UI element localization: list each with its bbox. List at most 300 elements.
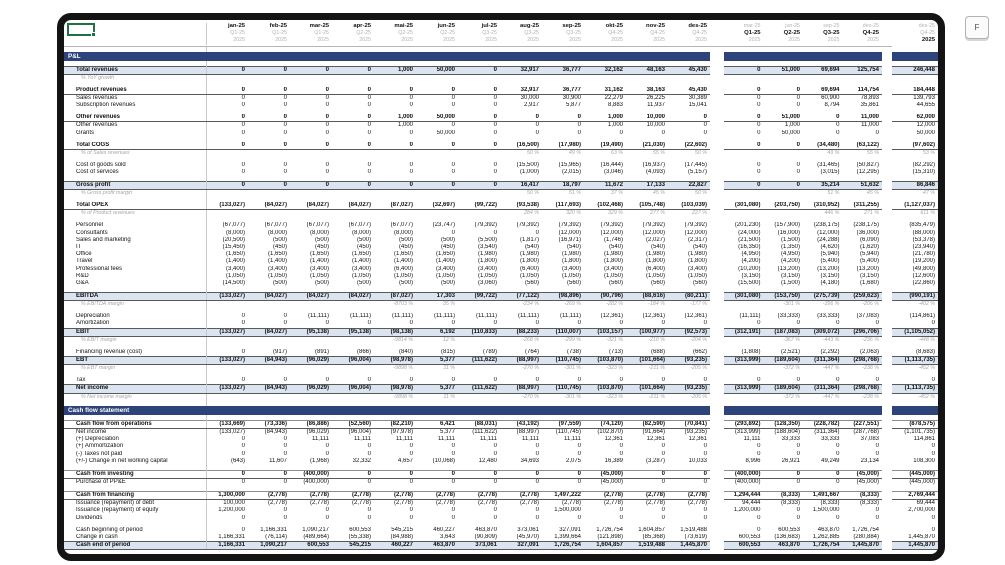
cell[interactable]: (2,778) — [458, 491, 500, 499]
cell[interactable]: 11,000 — [861, 122, 879, 129]
cell[interactable]: 45,430 — [668, 66, 710, 74]
cell[interactable]: (93,538) — [500, 202, 542, 210]
cell[interactable] — [584, 74, 626, 82]
cell[interactable]: (79,392) — [474, 222, 497, 229]
cell[interactable]: 10,000 — [646, 122, 665, 129]
cell[interactable]: 0 — [724, 87, 764, 95]
cell[interactable]: (5,940) — [820, 251, 840, 258]
cell[interactable]: 0 — [535, 450, 539, 457]
cell[interactable]: 0 — [724, 114, 764, 122]
cell[interactable]: (540) — [692, 244, 707, 251]
cell[interactable]: 0 — [451, 122, 455, 129]
cell[interactable]: 227 % — [691, 210, 707, 217]
cell[interactable]: (16,500) — [500, 142, 542, 150]
row-label[interactable]: % Net income margin — [64, 393, 206, 401]
cell[interactable]: (3,400) — [309, 265, 329, 272]
cell[interactable]: 60,900 — [821, 95, 840, 102]
cell[interactable]: (84,027) — [290, 293, 332, 301]
cell[interactable] — [206, 74, 248, 82]
cell[interactable]: (33,333) — [777, 313, 800, 320]
cell[interactable] — [206, 393, 248, 401]
cell[interactable]: 0 — [757, 95, 761, 102]
cell[interactable]: 0 — [367, 122, 371, 129]
cell[interactable]: 0 — [875, 129, 879, 136]
cell[interactable]: 22,827 — [668, 182, 710, 190]
cell[interactable]: 0 — [619, 507, 623, 514]
cell[interactable]: (11,111) — [517, 313, 539, 320]
cell[interactable]: (2,778) — [309, 500, 329, 507]
cell[interactable]: 0 — [668, 114, 710, 122]
cell[interactable]: 26,225 — [646, 95, 665, 102]
cell[interactable]: (2,292) — [820, 348, 840, 355]
cell[interactable]: (88,997) — [500, 357, 542, 365]
cell[interactable]: 0 — [764, 87, 804, 95]
cell[interactable]: (84,943) — [248, 357, 290, 365]
cell[interactable]: (764) — [524, 348, 539, 355]
cell[interactable]: -447 % — [822, 393, 840, 400]
cell[interactable]: 49,249 — [821, 457, 840, 464]
column-header[interactable]: 2025 — [653, 37, 665, 44]
cell[interactable]: (15,310) — [912, 169, 935, 176]
cell[interactable]: -372 % — [783, 365, 800, 372]
cell[interactable]: (73,619) — [684, 533, 707, 540]
cell[interactable]: 5,377 — [439, 428, 455, 435]
cell[interactable]: 1,090,217 — [248, 541, 290, 549]
row-label[interactable]: Grants — [64, 130, 206, 137]
cell[interactable]: (400,000) — [724, 470, 764, 478]
cell[interactable]: (1,050) — [519, 272, 539, 279]
cell[interactable]: (2,778) — [561, 500, 581, 507]
cell[interactable]: (8,333) — [820, 500, 840, 507]
cell[interactable]: 31,162 — [584, 87, 626, 95]
column-header[interactable]: mai-25 — [394, 23, 413, 29]
cell[interactable]: 11,111 — [479, 436, 497, 443]
cell[interactable]: 0 — [535, 377, 539, 384]
cell[interactable]: 0 — [757, 377, 761, 384]
cell[interactable]: (111,622) — [458, 357, 500, 365]
cell[interactable]: 0 — [283, 95, 287, 102]
cell[interactable]: (1,050) — [393, 272, 413, 279]
row-label[interactable]: Net income — [64, 385, 206, 393]
cell[interactable]: (49,800) — [912, 265, 935, 272]
cell[interactable]: 11 % — [443, 393, 455, 400]
cell[interactable]: 33,333 — [781, 436, 800, 443]
cell[interactable]: 0 — [619, 514, 623, 521]
cell[interactable]: (16,937) — [642, 161, 665, 168]
cell[interactable]: (67,077) — [222, 222, 245, 229]
cell[interactable]: 1,604,857 — [638, 526, 665, 533]
cell[interactable]: 1,000 — [584, 114, 626, 122]
column-header[interactable]: aug-25 — [520, 23, 539, 29]
cell[interactable]: 12,361 — [604, 436, 623, 443]
cell[interactable]: 0 — [493, 377, 497, 384]
cell[interactable]: 1,200,000 — [218, 507, 245, 514]
cell[interactable]: (84,027) — [248, 202, 290, 210]
row-label[interactable]: Consultants — [64, 230, 206, 237]
cell[interactable]: 0 — [458, 87, 500, 95]
cell[interactable]: (1,050) — [477, 272, 497, 279]
cell[interactable]: 0 — [493, 450, 497, 457]
cell[interactable]: 0 — [796, 443, 800, 450]
cell[interactable]: 17,133 — [626, 182, 668, 190]
cell[interactable] — [290, 365, 332, 373]
column-header[interactable]: sep-25 — [823, 23, 840, 29]
cell[interactable]: (738) — [566, 348, 581, 355]
cell[interactable] — [332, 365, 374, 373]
cell[interactable]: (8,000) — [225, 229, 245, 236]
cell[interactable]: 0 — [875, 443, 879, 450]
cell[interactable]: (450) — [272, 244, 287, 251]
cell[interactable]: 11,607 — [269, 457, 287, 464]
cell[interactable]: 44,655 — [916, 102, 935, 109]
column-header[interactable]: Q4-25 — [692, 30, 707, 37]
cell[interactable]: 0 — [931, 320, 935, 327]
cell[interactable]: (79,392) — [600, 222, 623, 229]
cell[interactable]: 373,061 — [517, 526, 539, 533]
cell[interactable]: (309,072) — [803, 328, 843, 336]
cell[interactable]: (1,650) — [225, 251, 245, 258]
row-label[interactable]: Issuance (repayment) of equity — [64, 507, 206, 514]
cell[interactable]: 1,445,870 — [843, 541, 883, 549]
cell[interactable]: 11,111 — [395, 436, 413, 443]
cell[interactable]: (98,138) — [374, 328, 416, 336]
cell[interactable]: 1,399,664 — [554, 533, 581, 540]
cell[interactable]: (45,000) — [856, 478, 879, 485]
cell[interactable]: 0 — [416, 182, 458, 190]
cell[interactable]: (1,980) — [603, 251, 623, 258]
cell[interactable]: 0 — [241, 161, 245, 168]
cell[interactable]: (500) — [356, 280, 371, 287]
row-label[interactable]: Cash end of period — [64, 541, 206, 549]
cell[interactable]: (280,884) — [853, 533, 879, 540]
cell[interactable]: 0 — [458, 66, 500, 74]
cell[interactable]: (3,150) — [780, 272, 800, 279]
cell[interactable]: 0 — [875, 377, 879, 384]
cell[interactable]: 1,262,885 — [812, 533, 840, 540]
cell[interactable] — [458, 393, 500, 401]
cell[interactable]: -234 % — [522, 301, 539, 308]
cell[interactable]: (3,400) — [267, 265, 287, 272]
cell[interactable]: 50 % — [526, 190, 539, 197]
cell[interactable]: (2,778) — [332, 491, 374, 499]
column-header[interactable]: 2025 — [788, 37, 800, 44]
cell[interactable]: (3,060) — [477, 280, 497, 287]
cell[interactable]: 0 — [796, 320, 800, 327]
cell[interactable]: 320 % — [565, 210, 581, 217]
cell[interactable]: 0 — [703, 478, 707, 485]
cell[interactable]: 0 — [241, 377, 245, 384]
cell[interactable]: (1,500) — [780, 280, 800, 287]
column-header[interactable]: mar-25 — [309, 23, 329, 29]
column-header[interactable]: Q3-25 — [566, 30, 581, 37]
cell[interactable]: -447 % — [822, 365, 840, 372]
cell[interactable]: -396 % — [822, 301, 840, 308]
cell[interactable]: 0 — [661, 129, 665, 136]
cell[interactable]: 1,445,870 — [908, 533, 935, 540]
cell[interactable]: 0 — [409, 443, 413, 450]
cell[interactable]: (79,392) — [684, 222, 707, 229]
cell[interactable]: -206 % — [862, 301, 879, 308]
column-header[interactable]: apr-25 — [353, 23, 371, 29]
cell[interactable]: (2,778) — [290, 491, 332, 499]
cell[interactable]: 0 — [283, 313, 287, 320]
cell[interactable]: (80,211) — [668, 293, 710, 301]
cell[interactable]: -205 % — [690, 365, 707, 372]
cell[interactable]: (1,400) — [225, 258, 245, 265]
cell[interactable]: (450) — [440, 244, 455, 251]
cell[interactable]: 11,111 — [521, 436, 539, 443]
cell[interactable]: 0 — [931, 526, 935, 533]
cell[interactable]: (540) — [524, 244, 539, 251]
column-header[interactable]: Q4-25 — [862, 30, 879, 37]
cell[interactable]: 51,632 — [843, 182, 883, 190]
cell[interactable] — [332, 210, 374, 218]
cell[interactable]: 55 % — [866, 149, 879, 156]
cell[interactable]: (12,000) — [684, 229, 707, 236]
cell[interactable]: 0 — [493, 320, 497, 327]
cell[interactable]: -9898 % — [393, 393, 413, 400]
cell[interactable] — [332, 74, 374, 82]
cell[interactable]: 0 — [409, 377, 413, 384]
cell[interactable]: 0 — [493, 507, 497, 514]
cell[interactable]: 0 — [703, 514, 707, 521]
cell[interactable]: 2,769,444 — [892, 491, 938, 499]
cell[interactable]: (2,778) — [687, 500, 707, 507]
cell[interactable]: (1,050) — [561, 272, 581, 279]
cell[interactable]: (2,778) — [519, 500, 539, 507]
cell[interactable]: 0 — [661, 320, 665, 327]
cell[interactable]: (43,192) — [500, 420, 542, 428]
cell[interactable] — [724, 365, 764, 373]
cell[interactable]: (5,400) — [820, 258, 840, 265]
column-header[interactable]: 2025 — [443, 37, 455, 44]
cell[interactable]: 0 — [325, 169, 329, 176]
cell[interactable]: (15,450) — [222, 244, 245, 251]
column-header[interactable]: Q1-25 — [744, 30, 761, 37]
cell[interactable]: (133,027) — [206, 385, 248, 393]
cell[interactable]: (11,111) — [739, 313, 761, 320]
cell[interactable]: (275,739) — [803, 293, 843, 301]
cell[interactable] — [290, 190, 332, 198]
cell[interactable]: 0 — [409, 95, 413, 102]
cell[interactable] — [290, 210, 332, 218]
row-label[interactable]: EBT — [64, 357, 206, 365]
cell[interactable]: 0 — [577, 122, 581, 129]
cell[interactable]: (1,101,735) — [904, 428, 935, 435]
cell[interactable]: -443 % — [822, 336, 840, 343]
row-label[interactable]: Tax — [64, 377, 206, 385]
column-header[interactable]: Q1-25 — [272, 30, 287, 37]
cell[interactable]: (96,029) — [290, 357, 332, 365]
cell[interactable]: 34,693 — [520, 457, 539, 464]
cell[interactable]: 0 — [458, 470, 500, 478]
cell[interactable]: 0 — [367, 129, 371, 136]
cell[interactable]: (86,886) — [290, 420, 332, 428]
cell[interactable]: (96,004) — [348, 428, 371, 435]
cell[interactable]: (2,778) — [267, 500, 287, 507]
cell[interactable]: (15,500) — [738, 280, 761, 287]
column-header[interactable]: 2025 — [401, 37, 413, 44]
cell[interactable]: 0 — [248, 87, 290, 95]
cell[interactable]: 0 — [764, 142, 804, 150]
cell[interactable]: 12,361 — [646, 436, 665, 443]
cell[interactable]: (23,940) — [912, 244, 935, 251]
cell[interactable]: 1,000 — [397, 122, 413, 129]
cell[interactable]: (67,077) — [306, 222, 329, 229]
cell[interactable]: 1,500,000 — [812, 507, 840, 514]
cell[interactable] — [458, 301, 500, 309]
cell[interactable]: 35,861 — [860, 102, 879, 109]
cell[interactable]: 0 — [836, 122, 840, 129]
cell[interactable]: 0 — [931, 450, 935, 457]
cell[interactable]: (85,368) — [642, 533, 665, 540]
cell[interactable]: 0 — [451, 450, 455, 457]
cell[interactable]: (133,027) — [206, 357, 248, 365]
cell[interactable]: (560) — [692, 280, 707, 287]
cell[interactable]: (4,620) — [820, 244, 840, 251]
cell[interactable]: 5,877 — [565, 102, 581, 109]
cell[interactable]: 11,111 — [563, 436, 581, 443]
cell[interactable] — [290, 336, 332, 344]
cell[interactable]: (1,050) — [603, 272, 623, 279]
cell[interactable]: (111,622) — [458, 385, 500, 393]
cell[interactable]: 0 — [836, 514, 840, 521]
column-header[interactable]: des-25 — [918, 23, 935, 29]
column-header[interactable]: jun-25 — [785, 23, 800, 29]
cell[interactable]: (31,465) — [817, 161, 840, 168]
cell[interactable]: (1,980) — [561, 251, 581, 258]
cell[interactable]: (3,150) — [820, 272, 840, 279]
cell[interactable]: (36,000) — [856, 229, 879, 236]
cell[interactable]: (2,778) — [416, 491, 458, 499]
row-label[interactable]: % EBIT margin — [64, 336, 206, 344]
row-label[interactable]: Cash from financing — [64, 491, 206, 499]
section-header-quarters[interactable] — [724, 52, 882, 61]
cell[interactable]: 0 — [703, 450, 707, 457]
row-label[interactable]: Total COGS — [64, 142, 206, 150]
cell[interactable]: 0 — [241, 169, 245, 176]
cell[interactable]: (450) — [356, 244, 371, 251]
cell[interactable]: (53,378) — [912, 236, 935, 243]
cell[interactable]: (1,400) — [393, 258, 413, 265]
cell[interactable]: 0 — [796, 450, 800, 457]
cell[interactable]: (96,029) — [306, 428, 329, 435]
cell[interactable] — [542, 74, 584, 82]
cell[interactable]: 32,917 — [500, 66, 542, 74]
cell[interactable]: (227,551) — [843, 420, 883, 428]
cell[interactable]: 0 — [241, 436, 245, 443]
cell[interactable]: 0 — [493, 129, 497, 136]
cell[interactable]: (311,364) — [803, 385, 843, 393]
cell[interactable]: 0 — [367, 161, 371, 168]
column-header[interactable]: nov-25 — [646, 23, 665, 29]
cell[interactable]: 0 — [332, 182, 374, 190]
cell[interactable]: (500) — [272, 236, 287, 243]
cell[interactable]: 0 — [803, 470, 843, 478]
cell[interactable]: 0 — [409, 129, 413, 136]
cell[interactable]: 0 — [836, 320, 840, 327]
row-label[interactable]: (-) Taxes not paid — [64, 451, 206, 458]
cell[interactable]: 94,444 — [742, 500, 761, 507]
cell[interactable]: 277 % — [649, 210, 665, 217]
cell[interactable]: (92,573) — [668, 328, 710, 336]
cell[interactable]: 0 — [206, 87, 248, 95]
column-header[interactable]: Q1-25 — [230, 30, 245, 37]
cell[interactable] — [248, 190, 290, 198]
cell[interactable]: (1,800) — [477, 258, 497, 265]
cell[interactable]: (1,400) — [351, 258, 371, 265]
cell[interactable]: 51 % — [827, 190, 840, 197]
cell[interactable]: (6,400) — [645, 265, 665, 272]
row-label[interactable]: % YoY growth — [64, 74, 206, 82]
cell[interactable]: (12,295) — [856, 169, 879, 176]
cell[interactable]: 0 — [416, 470, 458, 478]
cell[interactable]: (12,361) — [642, 313, 665, 320]
column-header[interactable]: 2025 — [867, 37, 879, 44]
cell[interactable] — [206, 336, 248, 344]
cell[interactable]: (15,500) — [516, 161, 539, 168]
cell[interactable]: 0 — [451, 169, 455, 176]
section-header[interactable]: Cash flow statement — [64, 406, 710, 415]
cell[interactable]: 0 — [577, 478, 581, 485]
cell[interactable]: (88,616) — [626, 293, 668, 301]
cell[interactable] — [416, 74, 458, 82]
cell[interactable]: 0 — [248, 114, 290, 122]
cell[interactable]: (3,400) — [603, 265, 623, 272]
row-label[interactable]: Sales revenues — [64, 95, 206, 103]
cell[interactable]: 0 — [493, 161, 497, 168]
cell[interactable]: 1,294,444 — [724, 491, 764, 499]
cell[interactable]: 0 — [325, 129, 329, 136]
cell[interactable]: 11,937 — [647, 102, 665, 109]
cell[interactable]: 0 — [325, 95, 329, 102]
cell[interactable]: (13,200) — [777, 265, 800, 272]
cell[interactable]: (287,768) — [853, 428, 879, 435]
cell[interactable]: (313,999) — [724, 385, 764, 393]
cell[interactable]: 0 — [535, 443, 539, 450]
row-label[interactable]: Gross profit — [64, 182, 206, 190]
cell[interactable]: 0 — [325, 161, 329, 168]
cell[interactable]: (500) — [356, 236, 371, 243]
cell[interactable]: (117,693) — [542, 202, 584, 210]
cell[interactable]: 0 — [451, 102, 455, 109]
cell[interactable]: 0 — [836, 450, 840, 457]
cell[interactable]: 0 — [875, 507, 879, 514]
cell[interactable]: (1,808) — [741, 348, 761, 355]
cell[interactable]: 0 — [535, 129, 539, 136]
cell[interactable]: (2,063) — [859, 348, 879, 355]
cell[interactable]: 32,162 — [584, 66, 626, 74]
cell[interactable]: (489,664) — [303, 533, 329, 540]
column-header[interactable]: jul-25 — [481, 23, 497, 29]
cell[interactable]: 0 — [703, 122, 707, 129]
cell[interactable]: (450) — [314, 244, 329, 251]
cell[interactable] — [206, 365, 248, 373]
cell[interactable]: 0 — [332, 87, 374, 95]
cell[interactable]: 1,726,754 — [803, 541, 843, 549]
cell[interactable]: 0 — [703, 507, 707, 514]
cell[interactable]: (88,997) — [516, 428, 539, 435]
cell[interactable]: 0 — [409, 514, 413, 521]
cell[interactable]: -452 % — [918, 393, 935, 400]
cell[interactable]: 0 — [325, 450, 329, 457]
cell[interactable]: (3,400) — [435, 265, 455, 272]
cell[interactable]: 0 — [796, 377, 800, 384]
cell[interactable]: 0 — [796, 102, 800, 109]
column-header[interactable]: des-25 — [688, 23, 707, 29]
cell[interactable]: 69,444 — [916, 500, 935, 507]
cell[interactable]: (203,750) — [764, 202, 804, 210]
